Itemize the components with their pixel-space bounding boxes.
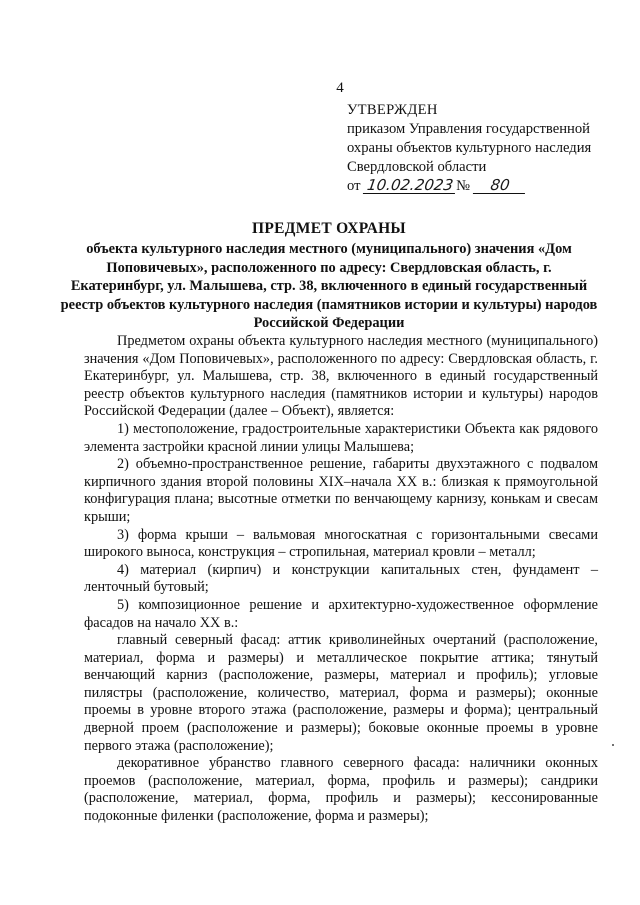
approval-line-agency: охраны объектов культурного наследия: [347, 140, 592, 156]
approval-line-order: приказом Управления государственной: [347, 121, 590, 137]
paragraph-item-3: 3) форма крыши – вальмовая многоскатная с горизонтальными свесами широкого выноса, конструкция – стропильная, материал кровли – металл;: [84, 526, 598, 561]
scan-dot-mark: [612, 744, 614, 746]
paragraph-item-5: 5) композиционное решение и архитектурно-художественное оформление фасадов на начало XX в.:: [84, 596, 598, 631]
paragraph-item-1: 1) местоположение, градостроительные характеристики Объекта как рядового элемента застройки красной линии улицы Малышева;: [84, 420, 598, 455]
approval-date-line: [347, 177, 607, 196]
date-prefix: от: [347, 178, 361, 194]
approval-line-region: Свердловской области: [347, 159, 487, 175]
approved-heading: УТВЕРЖДЕН: [347, 102, 438, 118]
document-title: ПРЕДМЕТ ОХРАНЫ: [252, 220, 406, 237]
page-number: 4: [336, 80, 344, 96]
number-prefix: №: [456, 178, 471, 194]
paragraph-north-facade-decor: декоративное убранство главного северного фасада: наличники оконных проемов (расположение, материал, форма, профиль и размеры); сандрики (расположение, материал, форма, профиль и размеры); кессонированные подоконные филенки (расположение, форма и размеры);: [84, 755, 598, 825]
approval-stamp-block: [347, 101, 607, 196]
document-subtitle: объекта культурного наследия местного (муниципального) значения «Дом Поповичевых», расположенного по адресу: Свердловская область, г. Екатеринбург, ул. Малышева, стр. 38, включенного в единый государственный реестр объектов культурного наследия (памятников истории и культуры) народов Российской Федерации: [60, 241, 598, 331]
paragraph-item-2: 2) объемно-пространственное решение, габариты двухэтажного с подвалом кирпичного здания второй половины XIX–начала XX в.: близкая к прямоугольной конфигурация плана; высотные отметки по венчающему карнизу, конькам и свесам крыши;: [84, 456, 598, 525]
paragraph-item-4: 4) материал (кирпич) и конструкции капитальных стен, фундамент – ленточный бутовый;: [84, 561, 598, 596]
paragraph-north-facade: главный северный фасад: аттик криволинейных очертаний (расположение, материал, форма и размеры) и металлическое покрытие аттика; тянутый венчающий карниз (расположение, размеры, материал и профиль); угловые пилястры (расположение, количество, материал, форма и размеры); оконные проемы в уровне второго этажа (расположение, размеры и форма); центральный дверной проем (расположение и размеры); боковые оконные проемы в уровне первого этажа (расположение);: [84, 632, 598, 754]
document-title-block: [60, 218, 598, 333]
paragraph-intro: Предметом охраны объекта культурного наследия местного (муниципального) значения «Дом Поповичевых», расположенного по адресу: Свердловская область, г. Екатеринбург, ул. Малышева, стр. 38, включенного в единый государственный реестр объектов культурного наследия (памятников истории и культуры) народов Российской Федерации (далее – Объект), является:: [84, 333, 598, 420]
document-body: [84, 333, 598, 826]
handwritten-number: 80: [473, 178, 527, 194]
handwritten-date: 10.02.2023: [363, 178, 457, 194]
